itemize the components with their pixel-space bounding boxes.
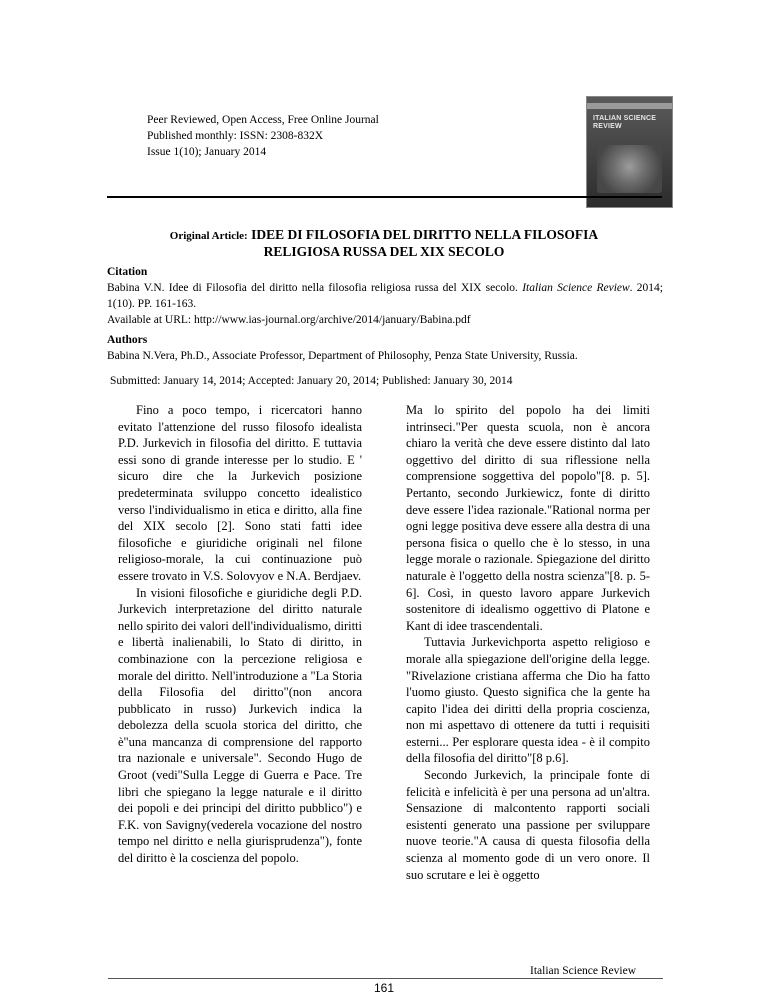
body-column-left bbox=[118, 402, 362, 867]
authors-text: Babina N.Vera, Ph.D., Associate Professor, Department of Philosophy, Penza State University, Russia. bbox=[107, 350, 578, 362]
journal-cover-image bbox=[587, 97, 672, 207]
journal-header bbox=[147, 112, 379, 160]
submission-dates: Submitted: January 14, 2014; Accepted: January 20, 2014; Published: January 30, 2014 bbox=[110, 375, 513, 387]
citation-url[interactable]: Available at URL: http://www.ias-journal.org/archive/2014/january/Babina.pdf bbox=[107, 314, 471, 326]
citation-text-main: Babina V.N. Idee di Filosofia del diritto nella filosofia religiosa russa del XIX secolo. bbox=[107, 282, 523, 294]
authors-block bbox=[107, 332, 663, 364]
cover-title: ITALIAN SCIENCE REVIEW bbox=[593, 115, 657, 130]
body-column-right bbox=[406, 402, 650, 883]
body-paragraph: Fino a poco tempo, i ricercatori hanno evitato l'attenzione del russo filosofo idealista P.D. Jurkevich in filosofia del diritto. E tuttavia essi sono di grande interesse per lo studio. E ' sicuro dire che la Jurkevich posizione predeterminata sviluppo concetto idealistico verso l'individualismo in etica e diritto, alla fine del XIX secolo [2]. Sono stati fatti idee filosofiche e giuridiche originali nel filone religioso-morale, la cui continuazione può essere trovato in V.S. Solovyov e N.A. Berdjaev. bbox=[118, 403, 362, 583]
header-line-issue: Issue 1(10); January 2014 bbox=[147, 146, 267, 158]
cover-artwork bbox=[597, 145, 662, 193]
citation-journal: Italian Science Review bbox=[522, 282, 630, 294]
header-divider bbox=[107, 196, 662, 198]
footer-journal-name: Italian Science Review bbox=[530, 965, 637, 977]
article-title bbox=[0, 227, 768, 260]
citation-text-pages: . 2014; 1(10). PP. 161-163. bbox=[107, 282, 663, 310]
citation-block bbox=[107, 264, 663, 328]
page-number: 161 bbox=[373, 981, 395, 995]
footer-divider bbox=[108, 978, 663, 979]
body-paragraph: Ma lo spirito del popolo ha dei limiti intrinseci."Per questa scuola, non è ancora chiaro la verità che deve essere distinto dal lato oggettivo del diritto di sua riflessione nella comprensione soggettiva del popolo"[8. p. 5]. Pertanto, secondo Jurkiewicz, fonte di diritto deve essere l'idea razionale."Rational norma per ogni legge positiva deve essere alla destra di una persona fisica o quello che è lo stesso, in una legge morale o razionale. Spiegazione del diritto naturale è l'oggetto della nostra scienza"[8. p. 5-6]. Così, in questo lavoro appare Jurkevich sostenitore di idealismo oggettivo di Platone e Kant di idee trascendentali. bbox=[406, 403, 650, 633]
body-paragraph: Tuttavia Jurkevichporta aspetto religioso e morale alla spiegazione dell'origine della legge. "Rivelazione cristiana afferma che Dio ha fatto l'uomo giusto. Questo significa che la gente ha capito l'idea dei diritti della propria coscienza, non mi aspettavo di ottenere da tutti i requisiti esterni... Per esplorare questa idea - è il compito della filosofia del diritto"[8 p.6]. bbox=[406, 635, 650, 766]
header-line-peer-reviewed: Peer Reviewed, Open Access, Free Online Journal bbox=[147, 114, 379, 126]
authors-heading: Authors bbox=[107, 334, 148, 346]
citation-heading: Citation bbox=[107, 266, 148, 278]
cover-band bbox=[587, 103, 672, 109]
body-paragraph: In visioni filosofiche e giuridiche degli P.D. Jurkevich interpretazione del diritto naturale nello spirito dei valori dell'individualismo, diritti e libertà inalienabili, lo Stato di diritto, in combinazione con la percezione religiosa e morale del diritto. Nell'introduzione a "La Storia della Filosofia del diritto"(non ancora pubblicato in russo) Jurkevich indica la debolezza della scuola storica del diritto, che è"una mancanza di comprensione del rapporto tra nazionale e universale". Secondo Hugo de Groot (vedi"Sulla Legge di Guerra e Pace. Tre libri che spiegano la legge naturale e il diritto dei popoli e dei principi del diritto pubblico") e F.K. von Savigny(vederela vocazione del nostro tempo nel diritto e nella giurisprudenza"), fonte del diritto è la coscienza del popolo. bbox=[118, 585, 362, 866]
header-line-issn: Published monthly: ISSN: 2308-832X bbox=[147, 130, 324, 142]
article-title-line1: IDEE DI FILOSOFIA DEL DIRITTO NELLA FILOSOFIA bbox=[251, 227, 599, 242]
citation-text bbox=[107, 280, 663, 312]
article-title-line2: RELIGIOSA RUSSA DEL XIX SECOLO bbox=[263, 244, 505, 259]
article-type-label: Original Article: bbox=[169, 230, 248, 242]
body-paragraph: Secondo Jurkevich, la principale fonte di felicità e infelicità è per una persona ad un'altra. Sensazione di malcontento rapporti sociali esistenti generato una passione per sviluppare nuove teorie."A causa di questa filosofia della scienza al momento gode di un vero onore. Il suo scrutare e lei è oggetto bbox=[406, 768, 650, 882]
